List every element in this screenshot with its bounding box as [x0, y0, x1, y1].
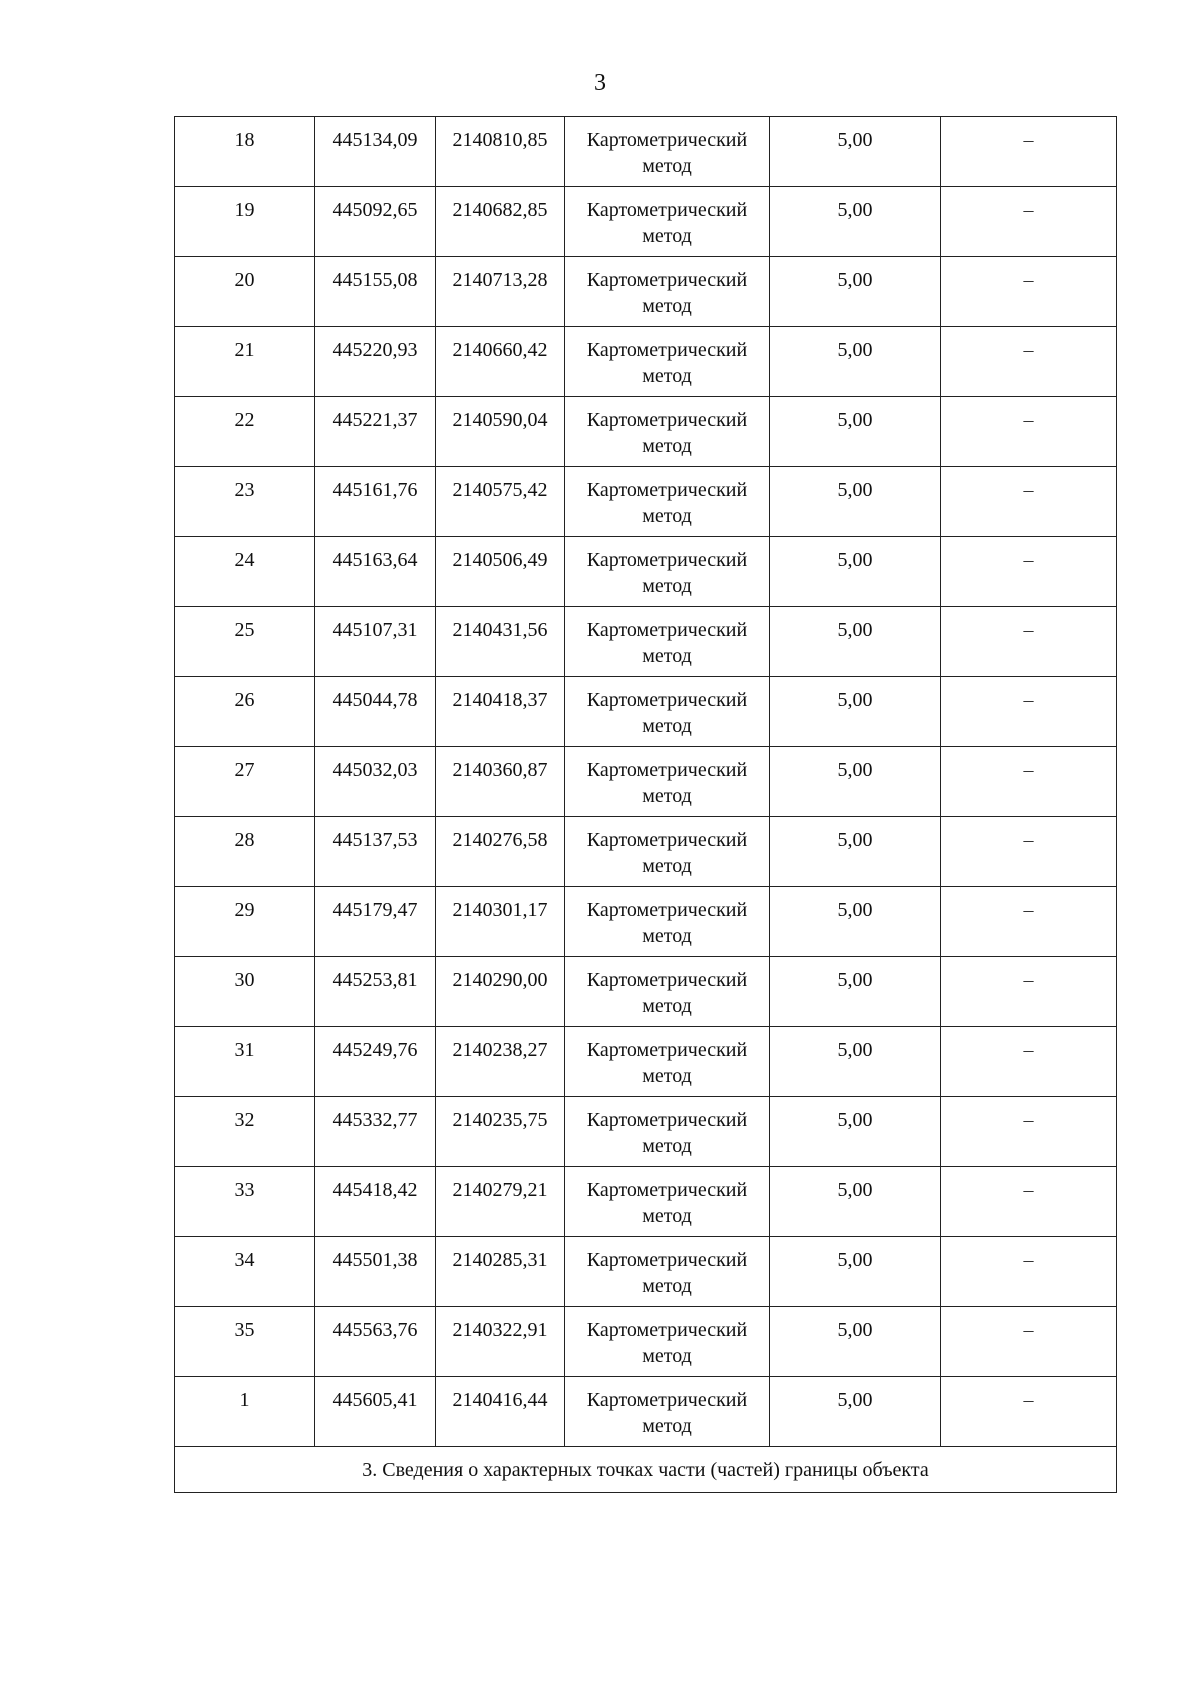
y-coordinate-cell: 2140238,27 — [436, 1027, 565, 1097]
x-coordinate-cell: 445134,09 — [315, 117, 436, 187]
table-row — [175, 957, 1117, 1027]
accuracy-cell: 5,00 — [770, 677, 941, 747]
method-cell — [565, 817, 770, 887]
method-cell — [565, 1377, 770, 1447]
method-line-2: метод — [642, 365, 692, 387]
description-cell: – — [941, 1377, 1117, 1447]
description-cell: – — [941, 117, 1117, 187]
accuracy-cell: 5,00 — [770, 887, 941, 957]
method-cell — [565, 747, 770, 817]
point-number-cell: 19 — [175, 187, 315, 257]
description-cell: – — [941, 747, 1117, 817]
description-cell: – — [941, 467, 1117, 537]
y-coordinate-cell: 2140279,21 — [436, 1167, 565, 1237]
method-line-2: метод — [642, 1205, 692, 1227]
accuracy-cell: 5,00 — [770, 537, 941, 607]
table-row — [175, 397, 1117, 467]
section-heading-row — [175, 1447, 1117, 1493]
method-cell — [565, 327, 770, 397]
table-row — [175, 747, 1117, 817]
y-coordinate-cell: 2140713,28 — [436, 257, 565, 327]
method-line-1: Картометрический — [586, 549, 748, 571]
y-coordinate-cell: 2140235,75 — [436, 1097, 565, 1167]
y-coordinate-cell: 2140322,91 — [436, 1307, 565, 1377]
y-coordinate-cell: 2140506,49 — [436, 537, 565, 607]
accuracy-cell: 5,00 — [770, 1377, 941, 1447]
point-number-cell: 18 — [175, 117, 315, 187]
x-coordinate-cell: 445092,65 — [315, 187, 436, 257]
method-line-2: метод — [642, 785, 692, 807]
x-coordinate-cell: 445220,93 — [315, 327, 436, 397]
y-coordinate-cell: 2140660,42 — [436, 327, 565, 397]
point-number-cell: 32 — [175, 1097, 315, 1167]
method-cell — [565, 397, 770, 467]
method-line-1: Картометрический — [586, 409, 748, 431]
point-number-cell: 35 — [175, 1307, 315, 1377]
table-row — [175, 1307, 1117, 1377]
accuracy-cell: 5,00 — [770, 467, 941, 537]
description-cell: – — [941, 257, 1117, 327]
method-cell — [565, 957, 770, 1027]
method-line-2: метод — [642, 225, 692, 247]
method-line-2: метод — [642, 995, 692, 1017]
point-number-cell: 1 — [175, 1377, 315, 1447]
table-row — [175, 187, 1117, 257]
point-number-cell: 23 — [175, 467, 315, 537]
y-coordinate-cell: 2140290,00 — [436, 957, 565, 1027]
point-number-cell: 25 — [175, 607, 315, 677]
page-number: 3 — [594, 70, 606, 96]
method-line-2: метод — [642, 1415, 692, 1437]
point-number-cell: 27 — [175, 747, 315, 817]
method-cell — [565, 187, 770, 257]
method-line-2: метод — [642, 435, 692, 457]
method-line-2: метод — [642, 1345, 692, 1367]
table-row — [175, 1097, 1117, 1167]
point-number-cell: 29 — [175, 887, 315, 957]
y-coordinate-cell: 2140360,87 — [436, 747, 565, 817]
accuracy-cell: 5,00 — [770, 1307, 941, 1377]
method-line-1: Картометрический — [586, 829, 748, 851]
y-coordinate-cell: 2140590,04 — [436, 397, 565, 467]
method-cell — [565, 607, 770, 677]
method-line-2: метод — [642, 1065, 692, 1087]
table-row — [175, 1167, 1117, 1237]
x-coordinate-cell: 445332,77 — [315, 1097, 436, 1167]
method-cell — [565, 117, 770, 187]
section-heading-body — [175, 1447, 1117, 1493]
method-line-1: Картометрический — [586, 479, 748, 501]
x-coordinate-cell: 445179,47 — [315, 887, 436, 957]
y-coordinate-cell: 2140301,17 — [436, 887, 565, 957]
method-line-2: метод — [642, 1135, 692, 1157]
table-row — [175, 117, 1117, 187]
table-row — [175, 887, 1117, 957]
method-line-1: Картометрический — [586, 129, 748, 151]
table-row — [175, 677, 1117, 747]
x-coordinate-cell: 445501,38 — [315, 1237, 436, 1307]
accuracy-cell: 5,00 — [770, 117, 941, 187]
accuracy-cell: 5,00 — [770, 1097, 941, 1167]
accuracy-cell: 5,00 — [770, 257, 941, 327]
description-cell: – — [941, 327, 1117, 397]
section-heading: 3. Сведения о характерных точках части (частей) границы объекта — [175, 1447, 1117, 1493]
method-line-1: Картометрический — [586, 969, 748, 991]
description-cell: – — [941, 677, 1117, 747]
method-line-1: Картометрический — [586, 1039, 748, 1061]
method-cell — [565, 887, 770, 957]
x-coordinate-cell: 445253,81 — [315, 957, 436, 1027]
x-coordinate-cell: 445605,41 — [315, 1377, 436, 1447]
point-number-cell: 33 — [175, 1167, 315, 1237]
method-cell — [565, 537, 770, 607]
accuracy-cell: 5,00 — [770, 187, 941, 257]
table-row — [175, 257, 1117, 327]
y-coordinate-cell: 2140285,31 — [436, 1237, 565, 1307]
method-line-1: Картометрический — [586, 1319, 748, 1341]
x-coordinate-cell: 445161,76 — [315, 467, 436, 537]
method-cell — [565, 467, 770, 537]
x-coordinate-cell: 445418,42 — [315, 1167, 436, 1237]
method-line-1: Картометрический — [586, 1109, 748, 1131]
x-coordinate-cell: 445107,31 — [315, 607, 436, 677]
point-number-cell: 21 — [175, 327, 315, 397]
description-cell: – — [941, 1307, 1117, 1377]
method-cell — [565, 1167, 770, 1237]
accuracy-cell: 5,00 — [770, 397, 941, 467]
accuracy-cell: 5,00 — [770, 747, 941, 817]
method-line-1: Картометрический — [586, 899, 748, 921]
x-coordinate-cell: 445163,64 — [315, 537, 436, 607]
x-coordinate-cell: 445221,37 — [315, 397, 436, 467]
x-coordinate-cell: 445249,76 — [315, 1027, 436, 1097]
y-coordinate-cell: 2140575,42 — [436, 467, 565, 537]
method-line-2: метод — [642, 1275, 692, 1297]
description-cell: – — [941, 397, 1117, 467]
description-cell: – — [941, 537, 1117, 607]
method-line-1: Картометрический — [586, 1249, 748, 1271]
method-line-2: метод — [642, 715, 692, 737]
point-number-cell: 24 — [175, 537, 315, 607]
coordinates-table-body — [175, 117, 1117, 1447]
coordinates-table — [174, 116, 1117, 1493]
table-row — [175, 1027, 1117, 1097]
y-coordinate-cell: 2140276,58 — [436, 817, 565, 887]
description-cell: – — [941, 607, 1117, 677]
description-cell: – — [941, 1167, 1117, 1237]
point-number-cell: 20 — [175, 257, 315, 327]
table-row — [175, 467, 1117, 537]
method-cell — [565, 1097, 770, 1167]
point-number-cell: 28 — [175, 817, 315, 887]
accuracy-cell: 5,00 — [770, 957, 941, 1027]
point-number-cell: 30 — [175, 957, 315, 1027]
accuracy-cell: 5,00 — [770, 1027, 941, 1097]
table-row — [175, 537, 1117, 607]
x-coordinate-cell: 445563,76 — [315, 1307, 436, 1377]
method-line-1: Картометрический — [586, 619, 748, 641]
y-coordinate-cell: 2140416,44 — [436, 1377, 565, 1447]
method-line-1: Картометрический — [586, 199, 748, 221]
table-row — [175, 817, 1117, 887]
method-line-2: метод — [642, 645, 692, 667]
x-coordinate-cell: 445032,03 — [315, 747, 436, 817]
table-row — [175, 607, 1117, 677]
method-line-1: Картометрический — [586, 1389, 748, 1411]
point-number-cell: 26 — [175, 677, 315, 747]
point-number-cell: 31 — [175, 1027, 315, 1097]
x-coordinate-cell: 445137,53 — [315, 817, 436, 887]
y-coordinate-cell: 2140810,85 — [436, 117, 565, 187]
method-line-2: метод — [642, 855, 692, 877]
table-row — [175, 1237, 1117, 1307]
method-line-2: метод — [642, 505, 692, 527]
description-cell: – — [941, 1237, 1117, 1307]
method-line-1: Картометрический — [586, 689, 748, 711]
method-line-1: Картометрический — [586, 269, 748, 291]
description-cell: – — [941, 957, 1117, 1027]
method-cell — [565, 1027, 770, 1097]
method-cell — [565, 1307, 770, 1377]
description-cell: – — [941, 1097, 1117, 1167]
accuracy-cell: 5,00 — [770, 1237, 941, 1307]
y-coordinate-cell: 2140682,85 — [436, 187, 565, 257]
y-coordinate-cell: 2140418,37 — [436, 677, 565, 747]
accuracy-cell: 5,00 — [770, 327, 941, 397]
description-cell: – — [941, 187, 1117, 257]
method-line-2: метод — [642, 925, 692, 947]
x-coordinate-cell: 445044,78 — [315, 677, 436, 747]
point-number-cell: 34 — [175, 1237, 315, 1307]
accuracy-cell: 5,00 — [770, 607, 941, 677]
table-row — [175, 1377, 1117, 1447]
method-cell — [565, 257, 770, 327]
description-cell: – — [941, 817, 1117, 887]
accuracy-cell: 5,00 — [770, 1167, 941, 1237]
point-number-cell: 22 — [175, 397, 315, 467]
accuracy-cell: 5,00 — [770, 817, 941, 887]
method-cell — [565, 677, 770, 747]
description-cell: – — [941, 1027, 1117, 1097]
table-row — [175, 327, 1117, 397]
y-coordinate-cell: 2140431,56 — [436, 607, 565, 677]
method-line-2: метод — [642, 575, 692, 597]
x-coordinate-cell: 445155,08 — [315, 257, 436, 327]
method-line-1: Картометрический — [586, 339, 748, 361]
description-cell: – — [941, 887, 1117, 957]
method-cell — [565, 1237, 770, 1307]
method-line-1: Картометрический — [586, 1179, 748, 1201]
method-line-2: метод — [642, 155, 692, 177]
method-line-2: метод — [642, 295, 692, 317]
method-line-1: Картометрический — [586, 759, 748, 781]
